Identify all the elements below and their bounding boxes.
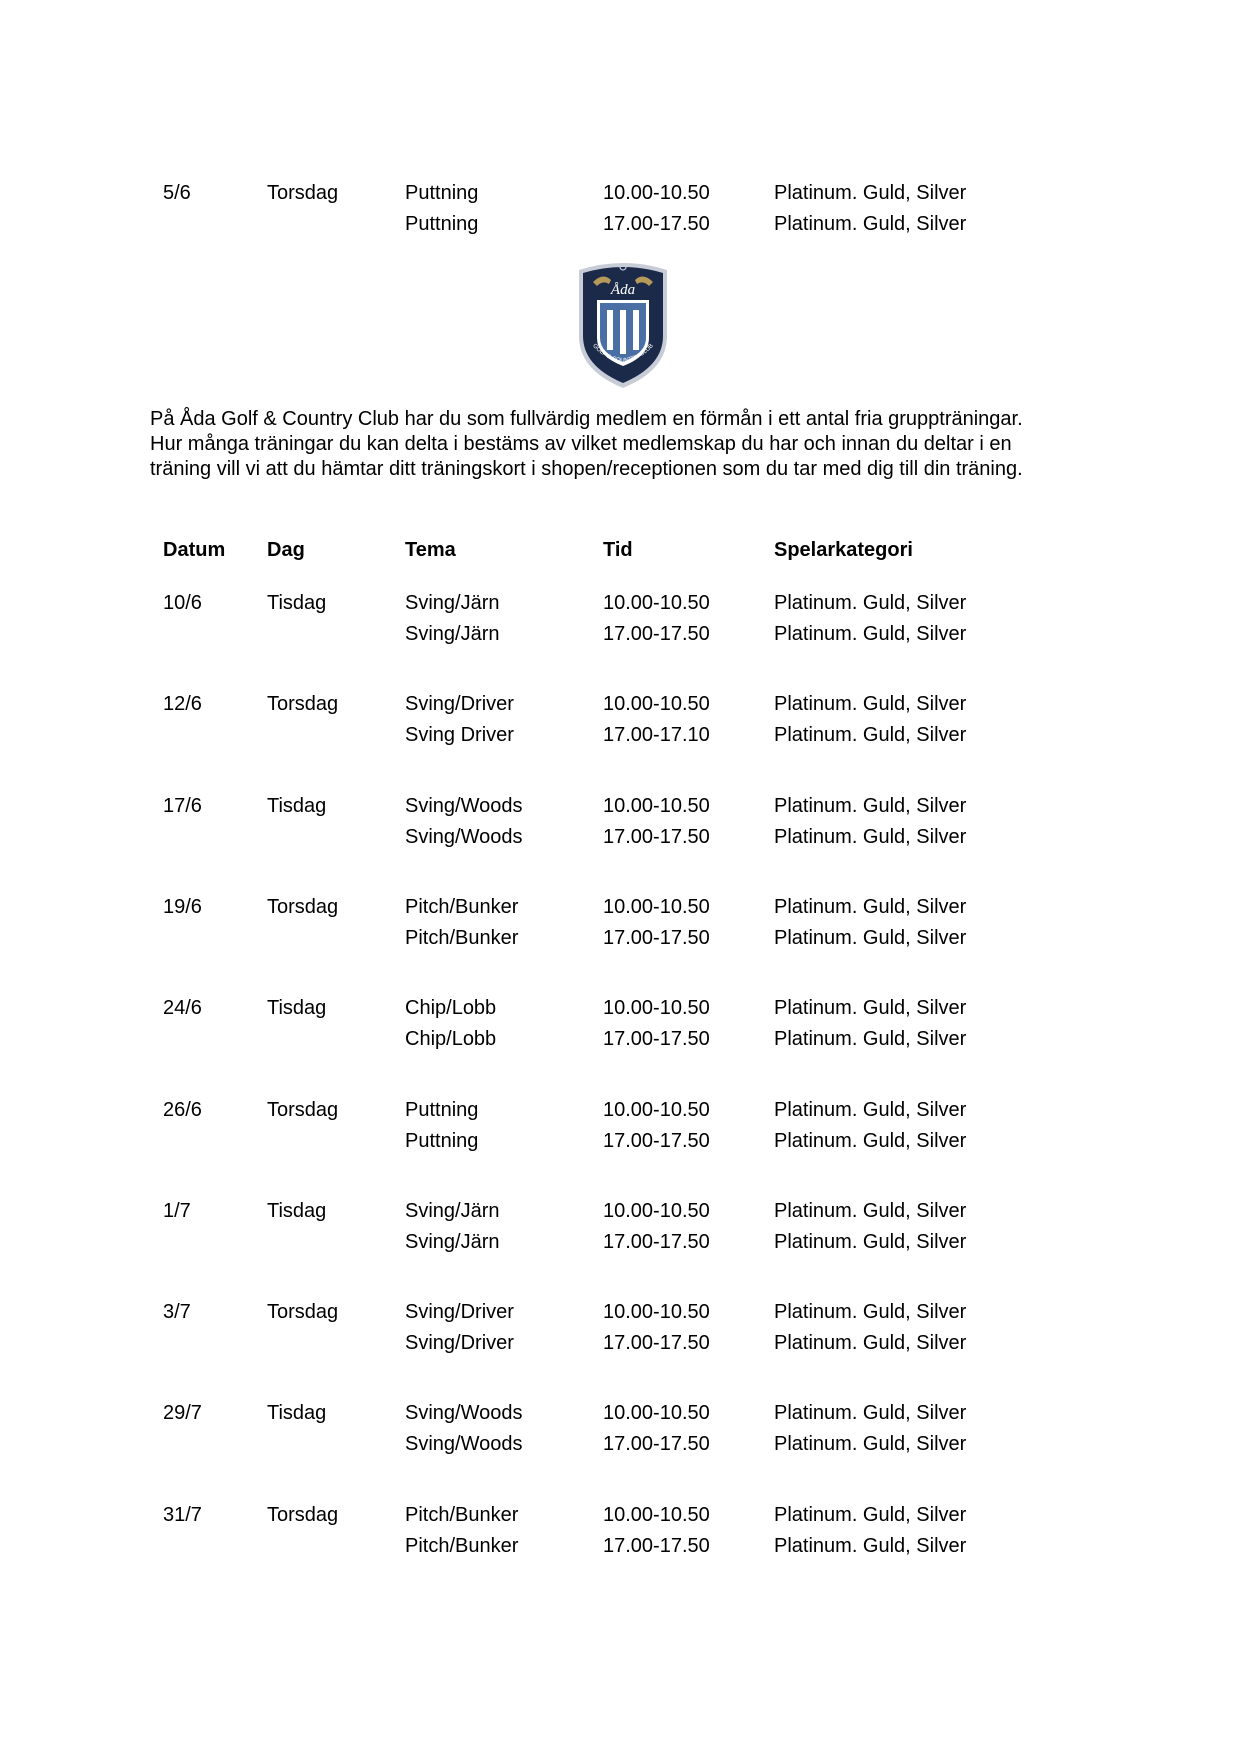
table-row [0, 619, 1241, 649]
table-row [0, 1328, 1241, 1358]
header-category: Spelarkategori [774, 539, 913, 561]
session-day: Tisdag [267, 592, 327, 614]
table-row [0, 720, 1241, 750]
intro-paragraph [150, 407, 1100, 482]
session-date: 19/6 [163, 896, 202, 918]
crest-stripe [633, 310, 639, 350]
session-time: 10.00-10.50 [603, 997, 710, 1019]
session-theme: Puttning [405, 213, 479, 235]
session-time: 17.00-17.10 [603, 724, 710, 746]
header-date: Datum [163, 539, 226, 561]
session-theme: Chip/Lobb [405, 1028, 497, 1050]
session-category: Platinum. Guld, Silver [774, 896, 967, 918]
session-category: Platinum. Guld, Silver [774, 1099, 967, 1121]
header-day: Dag [267, 539, 305, 561]
session-date: 29/7 [163, 1402, 202, 1424]
session-date: 12/6 [163, 693, 202, 715]
table-row [0, 588, 1241, 618]
intro-line: Hur många träningar du kan delta i bestäms av vilket medlemskap du har och innan du deltar i en [150, 433, 1012, 455]
session-theme: Sving/Järn [405, 592, 500, 614]
session-theme: Sving/Woods [405, 795, 523, 817]
session-time: 17.00-17.50 [603, 1433, 710, 1455]
session-time: 10.00-10.50 [603, 795, 710, 817]
table-row [0, 1398, 1241, 1428]
session-date: 31/7 [163, 1504, 202, 1526]
session-time: 17.00-17.50 [603, 1332, 710, 1354]
header-time: Tid [603, 539, 633, 561]
session-category: Platinum. Guld, Silver [774, 1402, 967, 1424]
session-date: 17/6 [163, 795, 202, 817]
session-theme: Puttning [405, 1099, 479, 1121]
session-category: Platinum. Guld, Silver [774, 826, 967, 848]
session-time: 17.00-17.50 [603, 1231, 710, 1253]
session-category: Platinum. Guld, Silver [774, 927, 967, 949]
session-category: Platinum. Guld, Silver [774, 213, 967, 235]
session-time: 10.00-10.50 [603, 592, 710, 614]
session-time: 17.00-17.50 [603, 213, 710, 235]
session-day: Tisdag [267, 1402, 327, 1424]
session-theme: Pitch/Bunker [405, 927, 519, 949]
session-theme: Pitch/Bunker [405, 1504, 519, 1526]
table-row [0, 689, 1241, 719]
session-time: 10.00-10.50 [603, 1099, 710, 1121]
table-row [0, 1297, 1241, 1327]
session-day: Torsdag [267, 1504, 339, 1526]
table-row [0, 1095, 1241, 1125]
session-category: Platinum. Guld, Silver [774, 1301, 967, 1323]
top-session-row [0, 209, 1241, 239]
session-theme: Sving/Driver [405, 1301, 514, 1323]
session-theme: Sving/Driver [405, 1332, 514, 1354]
table-row [0, 1024, 1241, 1054]
session-time: 17.00-17.50 [603, 623, 710, 645]
session-day: Tisdag [267, 997, 327, 1019]
session-theme: Pitch/Bunker [405, 1535, 519, 1557]
session-day: Torsdag [267, 182, 339, 204]
session-time: 10.00-10.50 [603, 693, 710, 715]
session-theme: Sving/Järn [405, 1200, 500, 1222]
logo-ring-text: GOLF & COUNTRY CLUB [591, 343, 655, 365]
session-theme: Sving/Woods [405, 826, 523, 848]
session-category: Platinum. Guld, Silver [774, 1130, 967, 1152]
club-logo [573, 258, 673, 391]
table-row [0, 1429, 1241, 1459]
session-category: Platinum. Guld, Silver [774, 1028, 967, 1050]
session-time: 10.00-10.50 [603, 896, 710, 918]
session-category: Platinum. Guld, Silver [774, 724, 967, 746]
session-theme: Sving/Driver [405, 693, 514, 715]
session-date: 10/6 [163, 592, 202, 614]
session-time: 10.00-10.50 [603, 182, 710, 204]
session-day: Torsdag [267, 896, 339, 918]
table-row [0, 1196, 1241, 1226]
table-row [0, 1126, 1241, 1156]
session-date: 3/7 [163, 1301, 191, 1323]
intro-line: träning vill vi att du hämtar ditt träningskort i shopen/receptionen som du tar med dig till din träning. [150, 458, 1023, 480]
session-category: Platinum. Guld, Silver [774, 1200, 967, 1222]
crest-stripe [620, 310, 626, 354]
session-theme: Sving Driver [405, 724, 514, 746]
table-header [0, 535, 1241, 565]
session-day: Tisdag [267, 795, 327, 817]
session-theme: Sving/Woods [405, 1402, 523, 1424]
session-day: Torsdag [267, 1301, 339, 1323]
table-row [0, 892, 1241, 922]
crest-stripe [607, 310, 613, 350]
session-date: 1/7 [163, 1200, 191, 1222]
session-category: Platinum. Guld, Silver [774, 1504, 967, 1526]
session-theme: Sving/Woods [405, 1433, 523, 1455]
session-category: Platinum. Guld, Silver [774, 693, 967, 715]
session-time: 10.00-10.50 [603, 1200, 710, 1222]
session-time: 17.00-17.50 [603, 1028, 710, 1050]
session-time: 17.00-17.50 [603, 826, 710, 848]
table-row [0, 1531, 1241, 1561]
session-category: Platinum. Guld, Silver [774, 182, 967, 204]
session-time: 17.00-17.50 [603, 1130, 710, 1152]
session-theme: Sving/Järn [405, 1231, 500, 1253]
session-theme: Pitch/Bunker [405, 896, 519, 918]
session-time: 10.00-10.50 [603, 1504, 710, 1526]
session-day: Torsdag [267, 693, 339, 715]
session-category: Platinum. Guld, Silver [774, 997, 967, 1019]
session-category: Platinum. Guld, Silver [774, 1433, 967, 1455]
table-row [0, 923, 1241, 953]
session-day: Tisdag [267, 1200, 327, 1222]
session-time: 17.00-17.50 [603, 927, 710, 949]
session-category: Platinum. Guld, Silver [774, 623, 967, 645]
table-row [0, 822, 1241, 852]
session-category: Platinum. Guld, Silver [774, 795, 967, 817]
logo-wordmark: Åda [610, 282, 636, 298]
session-time: 10.00-10.50 [603, 1402, 710, 1424]
header-theme: Tema [405, 539, 456, 561]
session-category: Platinum. Guld, Silver [774, 1231, 967, 1253]
session-time: 10.00-10.50 [603, 1301, 710, 1323]
session-time: 17.00-17.50 [603, 1535, 710, 1557]
session-category: Platinum. Guld, Silver [774, 1332, 967, 1354]
table-row [0, 791, 1241, 821]
session-theme: Chip/Lobb [405, 997, 497, 1019]
session-theme: Sving/Järn [405, 623, 500, 645]
top-session-row [0, 178, 1241, 208]
session-date: 5/6 [163, 182, 191, 204]
session-theme: Puttning [405, 182, 479, 204]
session-theme: Puttning [405, 1130, 479, 1152]
session-date: 24/6 [163, 997, 202, 1019]
intro-line: På Åda Golf & Country Club har du som fullvärdig medlem en förmån i ett antal fria gruppträningar. [150, 408, 1023, 430]
table-row [0, 1500, 1241, 1530]
session-day: Torsdag [267, 1099, 339, 1121]
session-date: 26/6 [163, 1099, 202, 1121]
session-category: Platinum. Guld, Silver [774, 1535, 967, 1557]
table-row [0, 993, 1241, 1023]
table-row [0, 1227, 1241, 1257]
session-category: Platinum. Guld, Silver [774, 592, 967, 614]
